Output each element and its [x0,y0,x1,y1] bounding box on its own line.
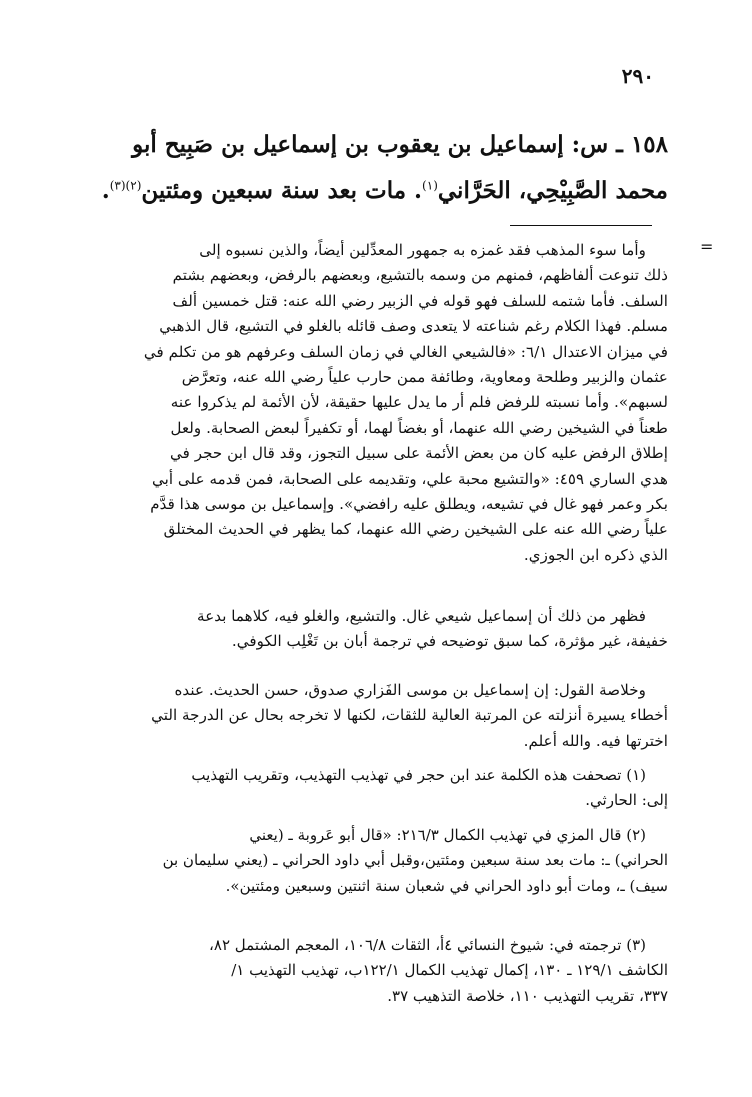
text-line: إطلاق الرفض عليه كان من بعض الأئمة على سبيل التجوز، وقد قال ابن حجر في [170,444,668,463]
text-line: بكر وعمر فهو غال في تشيعه، ويطلق عليه رافضي». وإسماعيل بن موسى هذا قدَّم [150,495,668,514]
footnote-line: الكاشف ١٢٩/١ ـ ١٣٠، إكمال تهذيب الكمال ١٢٢/١ب، تهذيب التهذيب ١/ [231,961,668,980]
footnote-line: الحراني) ـ: مات بعد سنة سبعين ومئتين،وقبل أبي داود الحراني ـ (يعني سليمان بن [162,851,668,870]
footnote-line: (٢) قال المزي في تهذيب الكمال ٢١٦/٣: «قال أبو عَروبة ـ (يعني [249,826,646,844]
footnote-line: إلى: الحارثي. [585,791,668,810]
page-number: ٢٩٠ [621,64,654,88]
continuation-mark: = [700,237,714,256]
entry-name-tail: محمد الصَّبِيْحِي، الحَرَّاني [437,177,668,204]
footnote-line: سيف) ـ، ومات أبو داود الحراني في شعبان سنة اثنتين وسبعين ومئتين». [225,876,668,895]
footnote-1 [51,763,668,814]
paragraph-summary [51,678,668,754]
entry-heading [56,122,668,214]
text-line: وخلاصة القول: إن إسماعيل بن موسى الفَزاري صدوق، حسن الحديث. عنده [174,681,646,699]
footnote-ref-2-3[interactable]: (٢)(٣) [109,178,142,193]
text-line: السلف. فأما شتمه للسلف فهو قوله في الزبير رضي الله عنه: قتل خمسين ألف [172,291,668,310]
text-line: خفيفة، غير مؤثرة، كما سبق توضيحه في ترجمة أبان بن تَغْلِب الكوفي. [231,632,668,651]
paragraph-conclusion-shia [51,604,668,655]
entry-heading-line-2 [56,168,668,214]
footnote-divider [510,225,652,226]
footnote-2 [51,823,668,899]
entry-heading-line-1: ١٥٨ ـ س: إسماعيل بن يعقوب بن إسماعيل بن صَبِيح أبو [132,131,668,158]
text-line: اخترتها فيه. والله أعلم. [523,731,668,750]
footnote-line: ٣٣٧، تقريب التهذيب ١١٠، خلاصة التذهيب ٣٧. [387,986,668,1005]
text-line: طعناً في الشيخين رضي الله عنهما، أو بغضاً لهما، أو تكفيراً لبعض الصحابة. ولعل [170,418,668,437]
text-line: أخطاء يسيرة أنزلته عن المرتبة العالية للثقات، لكنها لا تخرجه بحال عن الدرجة التي [151,706,668,725]
text-line: هدي الساري ٤٥٩: «والتشيع محبة علي، وتقديمه على الصحابة، فمن قدمه على أبي [151,469,668,488]
footnote-ref-1[interactable]: (١) [422,178,438,193]
text-line: علياً رضي الله عنه على الشيخين رضي الله عنهما، كما يظهر في الحديث المختلق [163,520,668,539]
text-line: مسلم. فهذا الكلام رغم شناعته لا يتعدى وصف قائله بالغلو في التشيع، قال الذهبي [159,317,668,336]
footnote-line: (١) تصحفت هذه الكلمة عند ابن حجر في تهذيب التهذيب، وتقريب التهذيب [191,766,646,784]
text-line: فظهر من ذلك أن إسماعيل شيعي غال. والتشيع، والغلو فيه، كلاهما بدعة [197,607,646,625]
entry-death-note: . مات بعد سنة سبعين ومئتين [141,177,423,204]
footnote-3 [51,933,668,1009]
paragraph-doctrine [51,238,668,568]
text-line: الذي ذكره ابن الجوزي. [523,545,668,564]
text-line: عثمان والزبير وطلحة ومعاوية، وطائفة ممن حارب علياً رضي الله عنه، وتعرَّض [181,368,668,387]
text-line: وأما سوء المذهب فقد غمزه به جمهور المعدِّلين أيضاً، والذين نسبوه إلى [199,241,646,259]
text-line: لسبهم». وأما نسبته للرفض فلم أر ما يدل عليها حقيقة، لأن الأئمة لم يذكروا عنه [170,393,668,412]
text-line: ذلك تنوعت ألفاظهم، فمنهم من وسمه بالتشيع، وبعضهم بالرفض، وبعضهم بشتم [172,266,668,285]
entry-heading-end: . [101,177,110,204]
footnote-line: (٣) ترجمته في: شيوخ النسائي ٤أ، الثقات ١٠٦/٨، المعجم المشتمل ٨٢، [209,936,646,954]
text-line: في ميزان الاعتدال ٦/١: «فالشيعي الغالي في زمان السلف وعرفهم هو من تكلم في [143,342,668,361]
